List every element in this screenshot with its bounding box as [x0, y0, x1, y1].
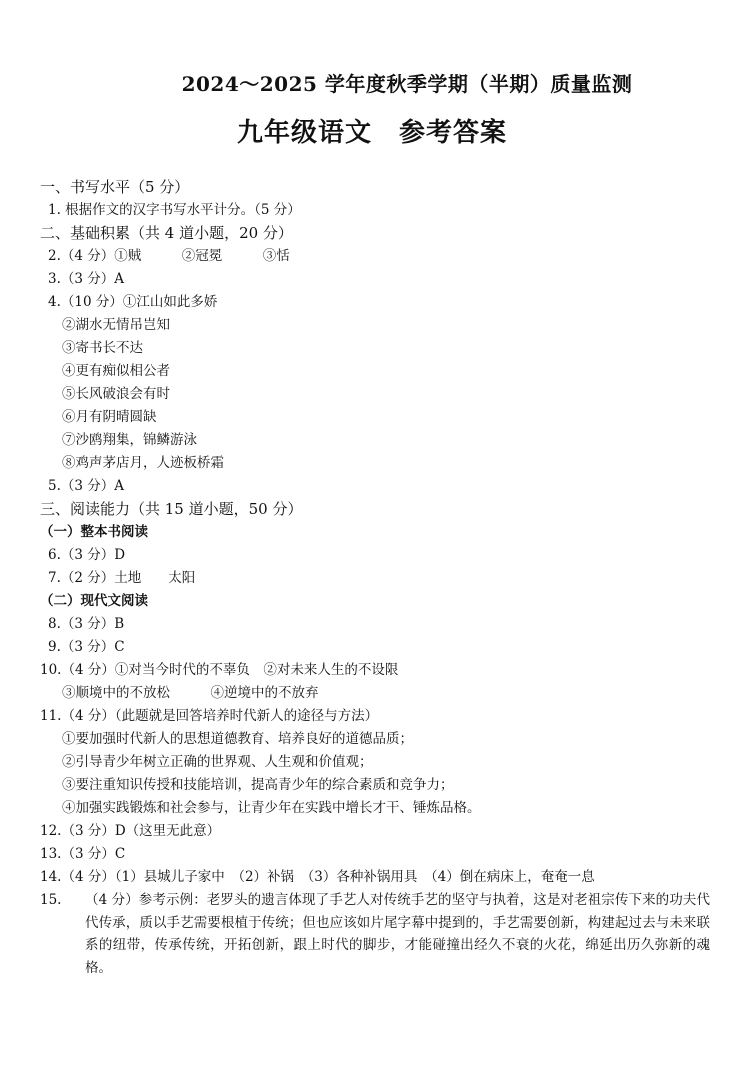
answer-item-15-text: （4 分）参考示例：老罗头的遗言体现了手艺人对传统手艺的坚守与执着，这是对老祖宗传下来的功夫代代传承，质以手艺需要根植于传统；但也应该如片尾字幕中提到的，手艺需要创新，构建起过去与未来联系的纽带，传承传统，开拓创新，跟上时代的脚步，才能碰撞出经久不衰的火花，绵延出历久弥新的魂格。 — [85, 892, 710, 976]
section-heading-basics: 二、基础积累（共 4 道小题，20 分） — [40, 224, 293, 242]
answer-item-2: 2.（4 分）①贼 ②冠冕 ③恬 — [48, 248, 290, 264]
answer-item-3: 3.（3 分）A — [48, 271, 125, 287]
subsection-heading-modern: （二）现代文阅读 — [40, 593, 148, 609]
answer-key-title: 九年级语文 参考答案 — [236, 118, 507, 148]
answer-item-15-number: 15. — [40, 892, 62, 908]
answer-item-5: 5.（3 分）A — [48, 478, 125, 494]
answer-item-10: 10.（4 分）①对当今时代的不辜负 ②对未来人生的不设限 — [40, 662, 399, 678]
answer-item-4-sub: ④更有痴似相公者 — [62, 363, 170, 379]
answer-item-4-sub: ②湖水无情吊岂知 — [62, 317, 170, 333]
answer-item-10-sub: ③顺境中的不放松 ④逆境中的不放弃 — [62, 685, 319, 701]
answer-item-6: 6.（3 分）D — [48, 547, 126, 563]
answer-item-9: 9.（3 分）C — [48, 639, 125, 655]
answer-item-11-sub: ①要加强时代新人的思想道德教育、培养良好的道德品质； — [62, 731, 413, 747]
answer-item-14: 14.（4 分）（1）县城儿子家中 （2）补锅 （3）各种补锅用具 （4）倒在病床上，奄奄一息 — [40, 869, 595, 885]
section-heading-writing: 一、书写水平（5 分） — [40, 178, 190, 196]
answer-item-4: 4.（10 分）①江山如此多娇 — [48, 294, 218, 310]
answer-item-4-sub: ⑤长风破浪会有时 — [62, 386, 170, 402]
answer-item-11-sub: ④加强实践锻炼和社会参与，让青少年在实践中增长才干、锤炼品格。 — [62, 800, 481, 816]
answer-item-7: 7.（2 分）土地 太阳 — [48, 570, 196, 586]
answer-item-12: 12.（3 分）D（这里无此意） — [40, 823, 221, 839]
answer-item-15 — [40, 889, 710, 979]
answer-item-4-sub: ⑧鸡声茅店月，人迹板桥霜 — [62, 455, 224, 471]
subsection-heading-book: （一）整本书阅读 — [40, 524, 148, 540]
answer-item-11: 11.（4 分）（此题就是回答培养时代新人的途径与方法） — [40, 708, 379, 724]
answer-item-8: 8.（3 分）B — [48, 616, 125, 632]
answer-item-4-sub: ⑥月有阴晴圆缺 — [62, 409, 157, 425]
answer-item-4-sub: ③寄书长不达 — [62, 340, 143, 356]
answer-item-13: 13.（3 分）C — [40, 846, 126, 862]
answer-item-11-sub: ②引导青少年树立正确的世界观、人生观和价值观； — [62, 754, 373, 770]
answer-item-11-sub: ③要注重知识传授和技能培训，提高青少年的综合素质和竞争力； — [62, 777, 454, 793]
answer-item-4-sub: ⑦沙鸥翔集，锦鳞游泳 — [62, 432, 197, 448]
answer-item-1: 1. 根据作文的汉字书写水平计分。（5 分） — [48, 202, 301, 218]
section-heading-reading: 三、阅读能力（共 15 道小题，50 分） — [40, 500, 303, 518]
answer-content — [40, 176, 710, 979]
exam-title: 2024～2025 学年度秋季学期（半期）质量监测 — [181, 72, 633, 96]
